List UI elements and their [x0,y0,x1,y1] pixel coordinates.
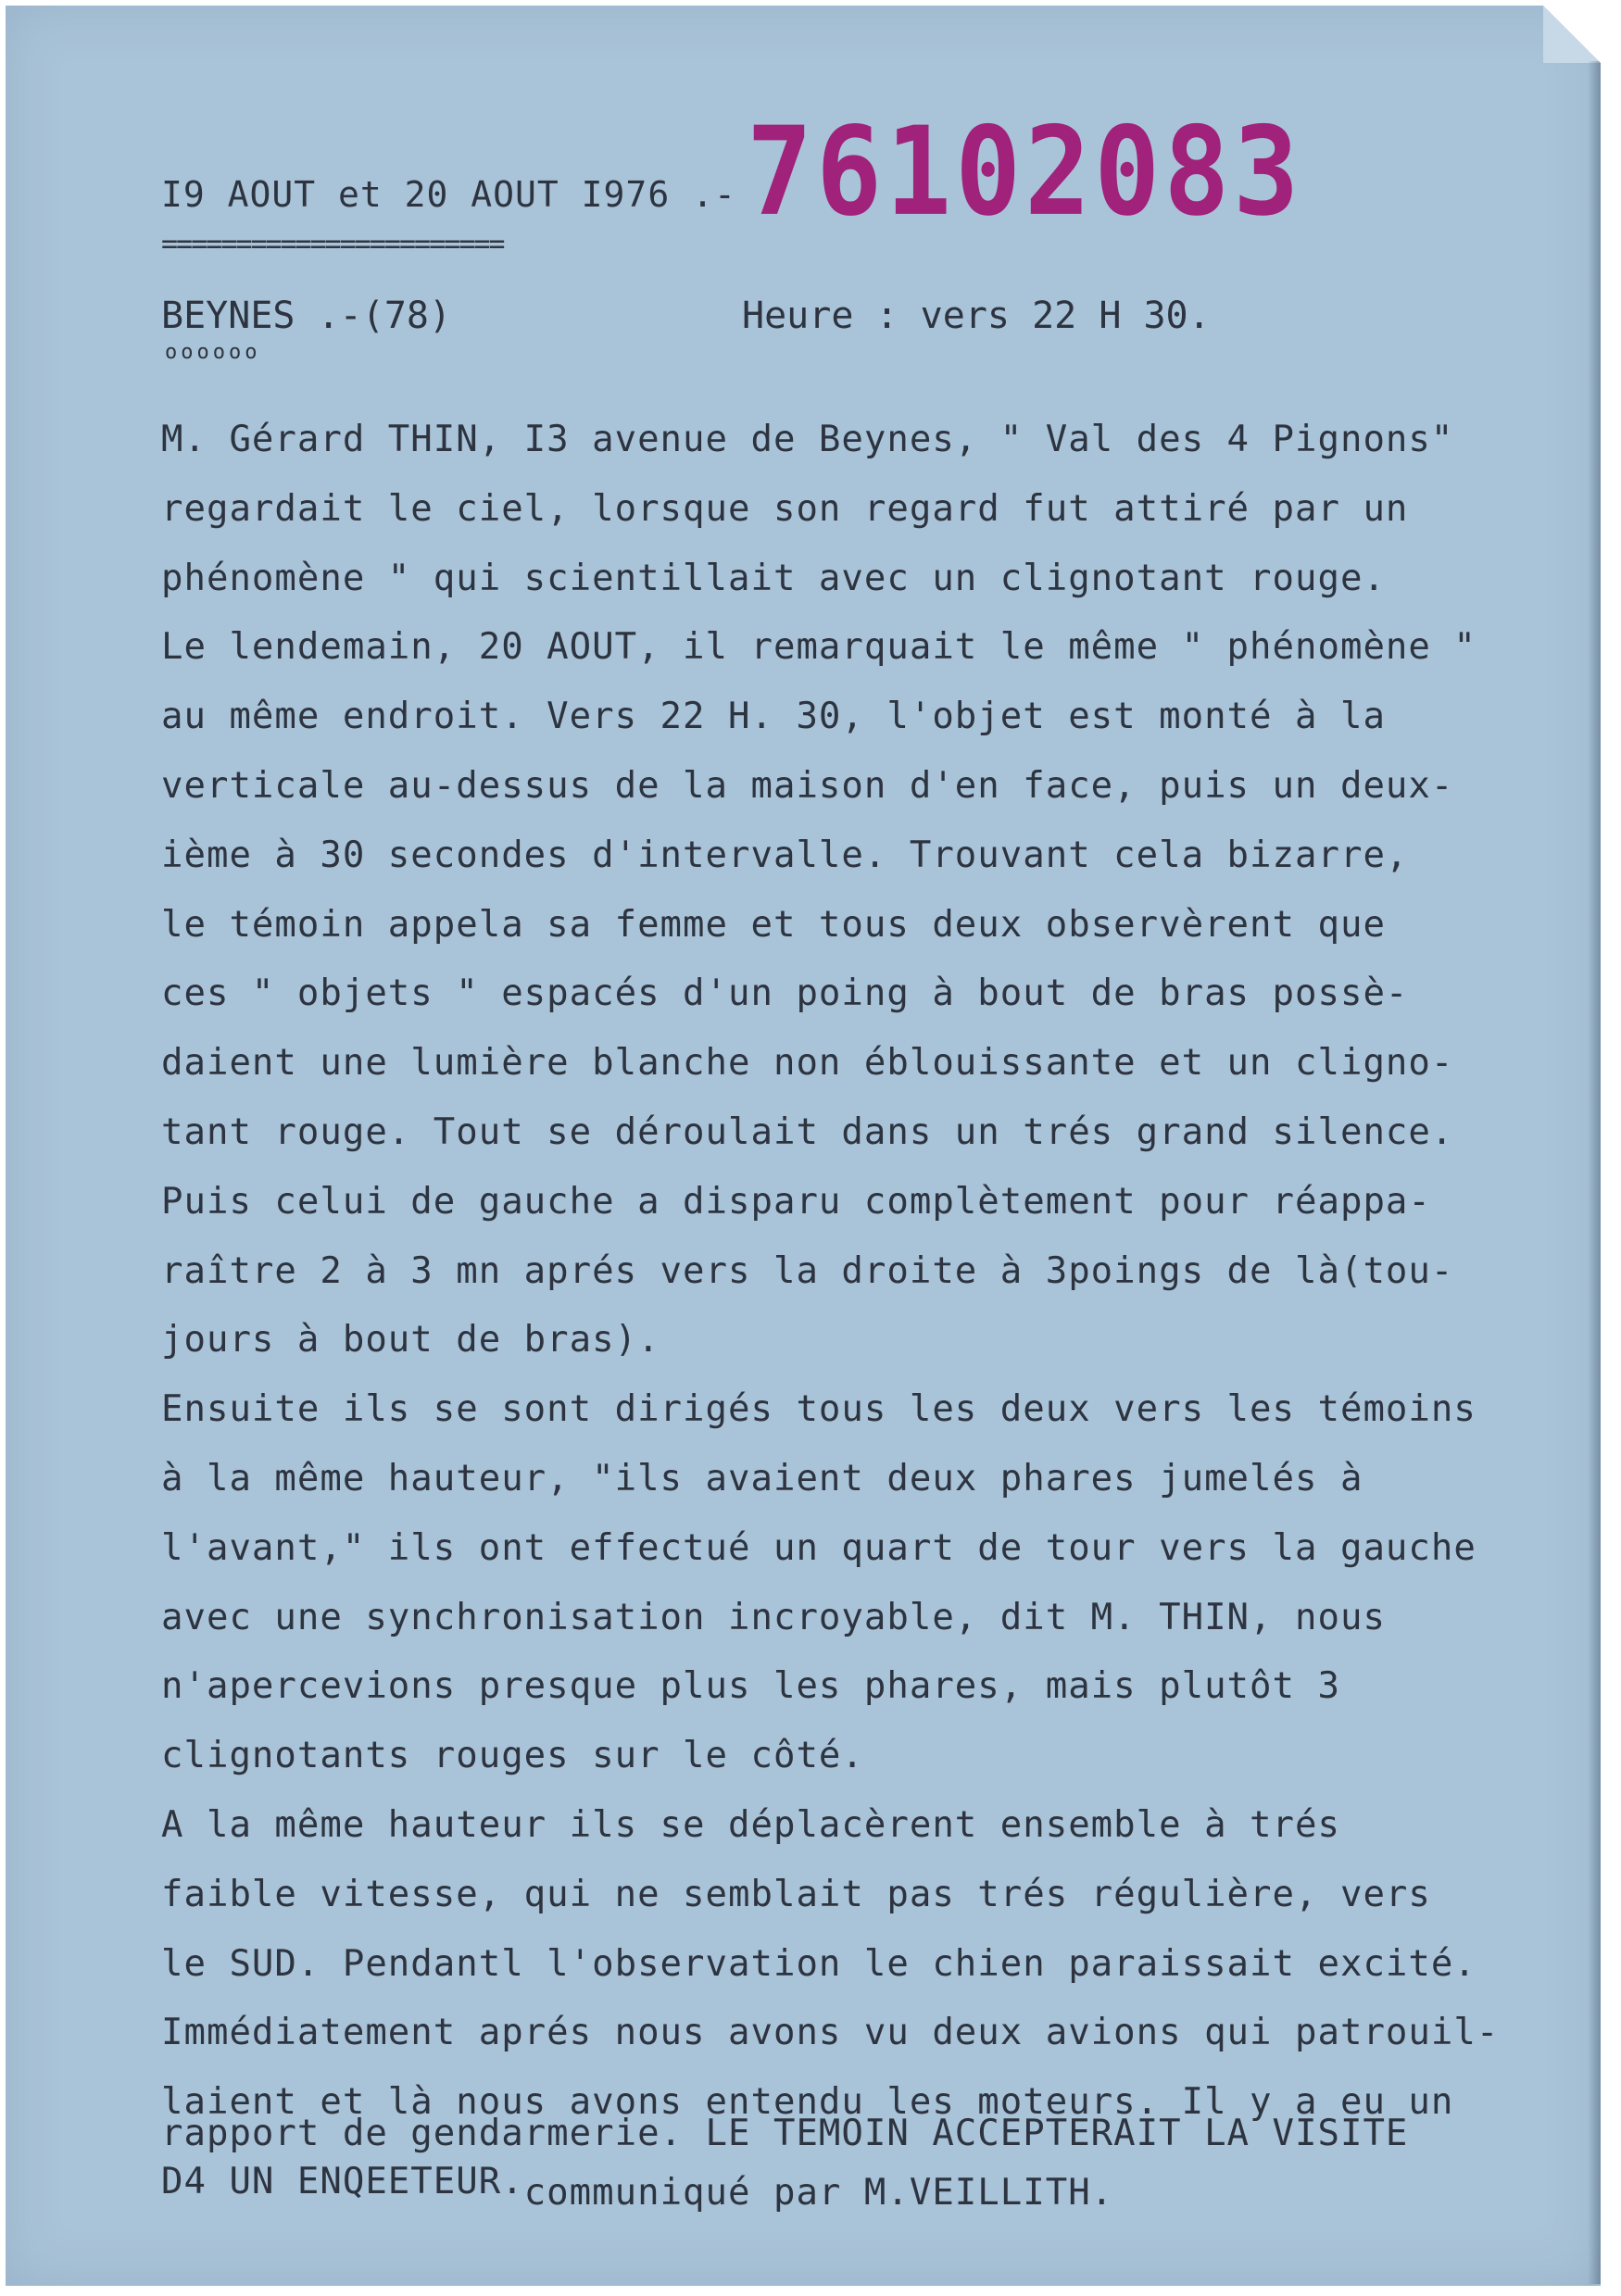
body-line: n'apercevions presque plus les phares, mais plutôt 3 [161,1665,1340,1708]
location-ornament: oooooo [165,341,261,364]
closing-line [161,2158,1408,2214]
body-line: avec une synchronisation incroyable, dit M. THIN, nous [161,1596,1386,1638]
case-number-stamp: 76102083 [747,99,1303,244]
body-line: Puis celui de gauche a disparu complètement pour réappa- [161,1180,1431,1223]
body-line: à la même hauteur, "ils avaient deux phares jumelés à [161,1457,1363,1499]
folded-corner [1543,6,1601,63]
body-line: ième à 30 secondes d'intervalle. Trouvant cela bizarre, [161,834,1409,876]
body-line: le témoin appela sa femme et tous deux observèrent que [161,903,1386,946]
body-line: l'avant," ils ont effectué un quart de tour vers la gauche [161,1526,1476,1569]
body-line: raître 2 à 3 mn aprés vers la droite à 3poings de là(tou- [161,1249,1454,1292]
body-line: phénomène " qui scientillait avec un clignotant rouge. [161,557,1386,599]
body-line: jours à bout de bras). [161,1319,660,1361]
closing-line-text: D4 UN ENQEETEUR. [161,2161,524,2202]
observation-time: Heure : vers 22 H 30. [742,295,1211,337]
body-line: clignotants rouges sur le côté. [161,1735,864,1777]
body-line: Immédiatement aprés nous avons vu deux avions qui patrouil- [161,2012,1500,2054]
body-line: daient une lumière blanche non éblouissante et un cligno- [161,1042,1454,1085]
body-line: le SUD. Pendantl l'observation le chien paraissait excité. [161,1942,1476,1985]
report-closing [161,2110,1409,2214]
report-date: I9 AOUT et 20 AOUT I976 .- [161,174,736,215]
body-line: ces " objets " espacés d'un poing à bout de bras possè- [161,972,1409,1015]
date-underline: ======================= [161,228,504,260]
body-line: au même endroit. Vers 22 H. 30, l'objet est monté à la [161,696,1386,738]
body-line: Ensuite ils se sont dirigés tous les deux vers les témoins [161,1388,1476,1431]
location-heading: BEYNES .-(78) [161,295,452,337]
body-line: laient et là nous avons entendu les moteurs. Il y a eu un [161,2081,1454,2124]
closing-line: rapport de gendarmerie. LE TEMOIN ACCEPTERAIT LA VISITE [161,2113,1409,2154]
body-line: verticale au-dessus de la maison d'en face, puis un deux- [161,764,1454,807]
body-line: tant rouge. Tout se déroulait dans un trés grand silence. [161,1110,1454,1153]
paper-sheet [6,6,1601,2286]
report-body [161,406,1597,2138]
body-line: Le lendemain, 20 AOUT, il remarquait le même " phénomène " [161,626,1476,669]
body-line: A la même hauteur ils se déplacèrent ensemble à trés [161,1803,1340,1846]
attribution: communiqué par M.VEILLITH. [523,2172,1114,2214]
body-line: faible vitesse, qui ne semblait pas trés régulière, vers [161,1873,1431,1915]
body-line: M. Gérard THIN, I3 avenue de Beynes, " Val des 4 Pignons" [161,419,1454,460]
body-line: regardait le ciel, lorsque son regard fut attiré par un [161,487,1409,530]
